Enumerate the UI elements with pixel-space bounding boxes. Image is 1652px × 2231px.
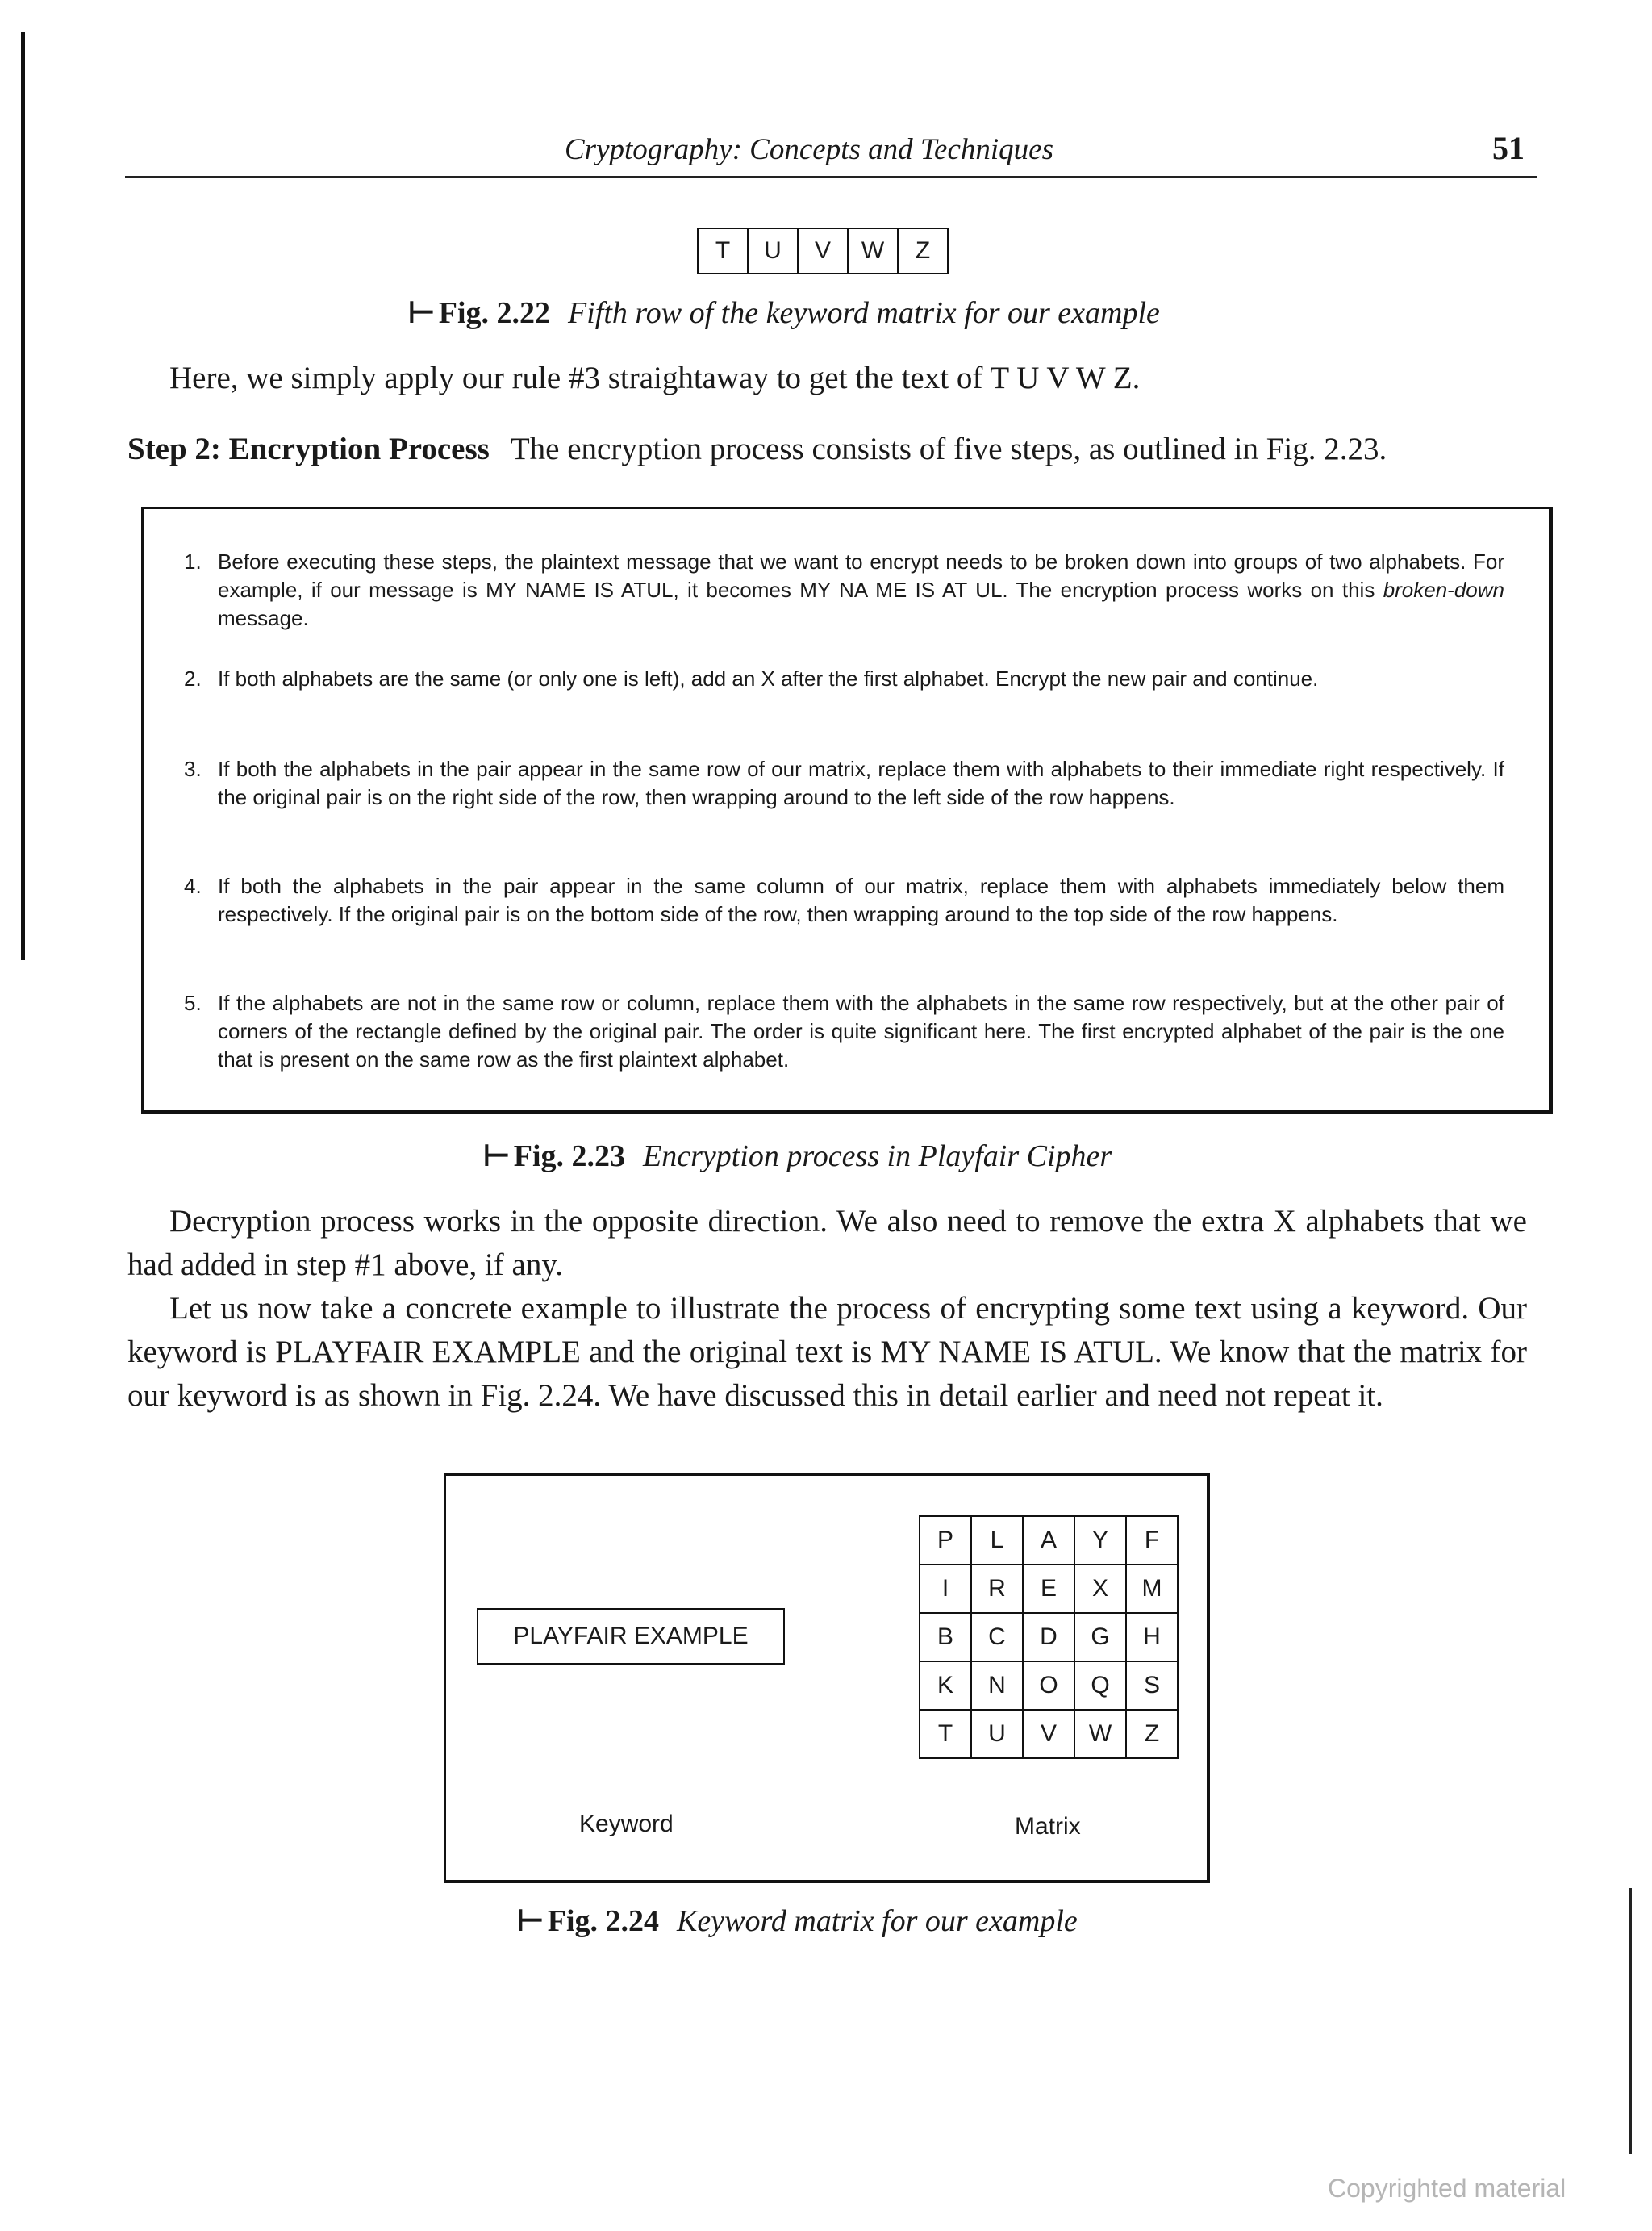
right-margin-rule [1629,1888,1632,2154]
matrix-cell: L [970,1515,1024,1565]
matrix-cell: B [919,1612,972,1662]
fig-2-22-caption-text: Fifth row of the keyword matrix for our example [568,296,1160,330]
matrix-cell: Z [897,228,949,274]
figure-marker-icon: ⊢ [516,1903,544,1938]
fig-2-23-caption-text: Encryption process in Playfair Cipher [643,1139,1112,1173]
fig-2-23-caption [482,1138,1112,1174]
matrix-cell: Y [1074,1515,1127,1565]
matrix-cell: W [1074,1709,1127,1759]
step2-text: The encryption process consists of five steps, as outlined in Fig. 2.23. [510,432,1387,466]
matrix-cell: I [919,1564,972,1614]
list-item: 4. If both the alphabets in the pair appear in the same column of our matrix, replace them with alphabets immediately below them respectively. If the original pair is on the bottom side of the row, then wrapping around to the top side of the row happens. [184,874,1504,926]
matrix-cell: A [1022,1515,1075,1565]
matrix-cell: Z [1125,1709,1179,1759]
matrix-cell: U [970,1709,1024,1759]
fig-2-24-caption [516,1903,1078,1939]
matrix-cell: T [697,228,749,274]
matrix-row [920,1614,1179,1662]
matrix-cell: U [747,228,799,274]
matrix-cell: O [1022,1661,1075,1711]
step2-paragraph [127,428,1527,471]
list-item: 5. If the alphabets are not in the same row or column, replace them with the alphabets in the same row respectively, but at the other pair of corners of the rectangle defined by the original pair. The order is quite significant here. The first encrypted alphabet of the pair is the one that is present on the same row as the first plaintext alphabet. [184,991,1504,1072]
matrix-cell: T [919,1709,972,1759]
matrix-label: Matrix [1015,1813,1081,1840]
fig-2-24-caption-text: Keyword matrix for our example [677,1904,1078,1938]
keyword-label: Keyword [579,1811,674,1837]
matrix-row [920,1565,1179,1614]
encryption-steps-box [141,507,1553,1114]
figure-marker-icon: ⊢ [407,295,436,330]
playfair-matrix [920,1517,1179,1759]
matrix-cell: G [1074,1612,1127,1662]
list-item: 1. Before executing these steps, the plaintext message that we want to encrypt needs to be broken down into groups of two alphabets. For example, if our message is MY NAME IS ATUL, it becomes MY NA ME IS AT UL. The encryption process works on this broken-down message. [184,549,1504,630]
copyright-watermark: Copyrighted material [1328,2174,1566,2203]
matrix-cell: X [1074,1564,1127,1614]
matrix-cell: S [1125,1661,1179,1711]
step2-title: Step 2: Encryption Process [127,432,490,466]
matrix-cell: M [1125,1564,1179,1614]
matrix-cell: F [1125,1515,1179,1565]
fifth-row-cells [699,228,949,274]
fig-2-23-label: Fig. 2.23 [513,1139,626,1173]
matrix-row [920,1662,1179,1711]
matrix-cell: H [1125,1612,1179,1662]
matrix-row [920,1517,1179,1565]
page-number: 51 [1492,130,1525,166]
running-head: Cryptography: Concepts and Techniques [565,133,1054,166]
matrix-cell: W [847,228,899,274]
keyword-box: PLAYFAIR EXAMPLE [477,1608,785,1665]
matrix-cell: E [1022,1564,1075,1614]
matrix-cell: P [919,1515,972,1565]
left-margin-rule [21,32,25,960]
matrix-cell: D [1022,1612,1075,1662]
matrix-cell: V [797,228,849,274]
matrix-cell: C [970,1612,1024,1662]
matrix-cell: N [970,1661,1024,1711]
paragraph-example: Let us now take a concrete example to illustrate the process of encrypting some text using a keyword. Our keyword is PLAYFAIR EXAMPLE and the original text is MY NAME IS ATUL. We know that the matrix for our keyword is as shown in Fig. 2.24. We have discussed this in detail earlier and need not repeat it. [127,1291,1527,1413]
matrix-cell: V [1022,1709,1075,1759]
header-rule [125,176,1537,178]
paragraph-rule3: Here, we simply apply our rule #3 straightaway to get the text of T U V W Z. [169,361,1141,395]
matrix-row [920,1711,1179,1759]
matrix-cell: K [919,1661,972,1711]
fig-2-22-caption [407,295,1160,331]
paragraph-decryption: Decryption process works in the opposite direction. We also need to remove the extra X alphabets that we had added in step #1 above, if any. [127,1204,1527,1282]
figure-marker-icon: ⊢ [482,1138,511,1173]
list-item: 3. If both the alphabets in the pair appear in the same row of our matrix, replace them with alphabets to their immediate right respectively. If the original pair is on the right side of the row, then wrapping around to the left side of the row happens. [184,757,1504,809]
matrix-cell: R [970,1564,1024,1614]
keyword-matrix-figure [444,1473,1210,1883]
fig-2-24-label: Fig. 2.24 [547,1904,660,1938]
matrix-cell: Q [1074,1661,1127,1711]
list-item: 2. If both alphabets are the same (or only one is left), add an X after the first alphabet. Encrypt the new pair and continue. [184,666,1319,691]
fig-2-22-label: Fig. 2.22 [438,296,551,330]
